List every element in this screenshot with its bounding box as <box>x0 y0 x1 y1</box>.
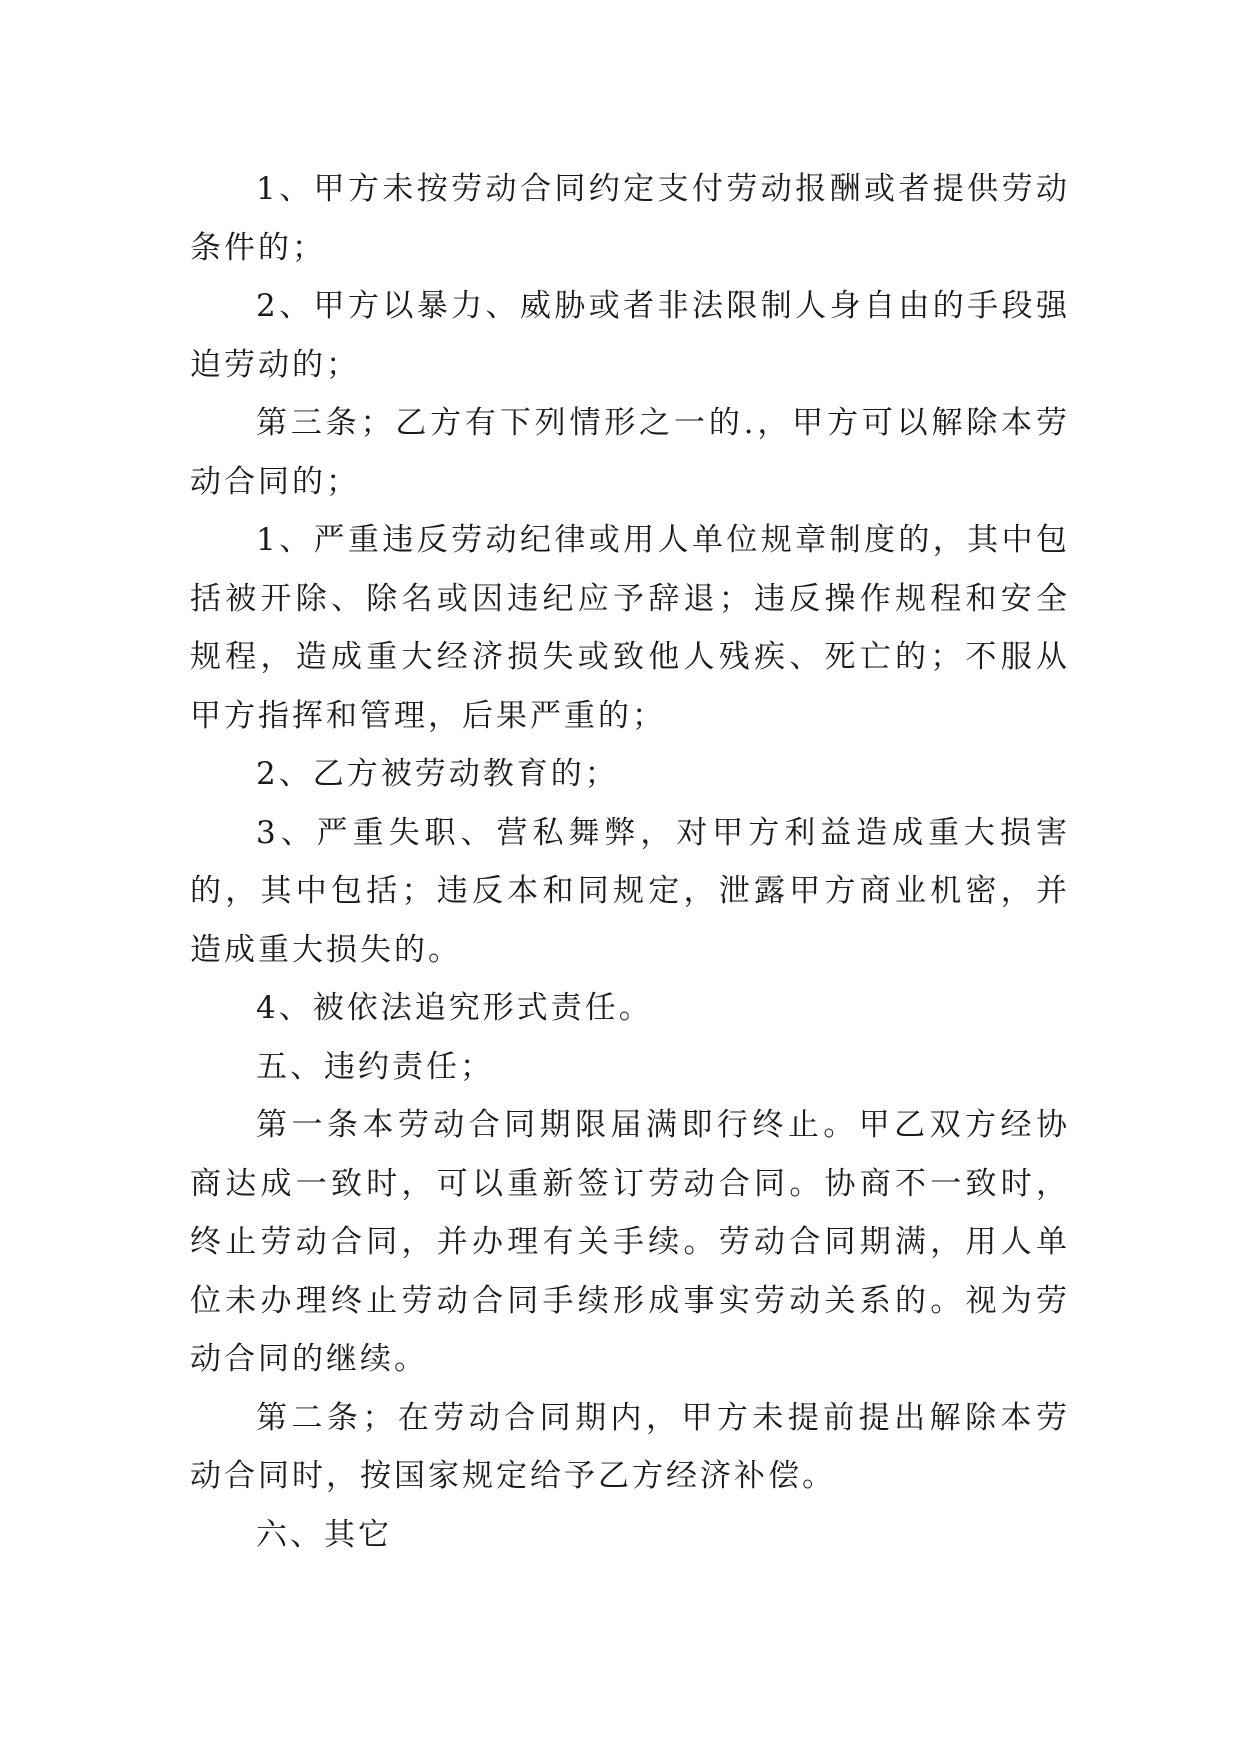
paragraph-item-2: 2、甲方以暴力、威胁或者非法限制人身自由的手段强迫劳动的； <box>190 288 1070 383</box>
paragraph-item-1: 1、甲方未按劳动合同约定支付劳动报酬或者提供劳动条件的； <box>190 171 1070 266</box>
paragraph-item-1-discipline: 1、严重违反劳动纪律或用人单位规章制度的，其中包括被开除、除名或因违纪应予辞退；违反操作规程和安全规程，造成重大经济损失或致他人残疾、死亡的；不服从甲方指挥和管理，后果严重的； <box>190 522 1070 734</box>
paragraph-article-3: 第三条；乙方有下列情形之一的.，甲方可以解除本劳动合同的； <box>190 405 1070 500</box>
document-body <box>190 160 1070 1564</box>
paragraph-article-2-compensation: 第二条；在劳动合同期内，甲方未提前提出解除本劳动合同时，按国家规定给予乙方经济补偿。 <box>190 1399 1070 1494</box>
section-heading-other: 六、其它 <box>256 1516 392 1553</box>
paragraph-article-1-term: 第一条本劳动合同期限届满即行终止。甲乙双方经协商达成一致时，可以重新签订劳动合同。协商不一致时，终止劳动合同，并办理有关手续。劳动合同期满，用人单位未办理终止劳动合同手续形成事实劳动关系的。视为劳动合同的继续。 <box>190 1107 1070 1377</box>
section-heading-breach: 五、违约责任； <box>256 1048 494 1085</box>
paragraph-item-2-education: 2、乙方被劳动教育的； <box>256 756 619 792</box>
paragraph-item-4-liability: 4、被依法追究形式责任。 <box>256 990 653 1026</box>
paragraph-item-3-misconduct: 3、严重失职、营私舞弊，对甲方利益造成重大损害的，其中包括；违反本和同规定，泄露甲方商业机密，并造成重大损失的。 <box>190 814 1070 968</box>
